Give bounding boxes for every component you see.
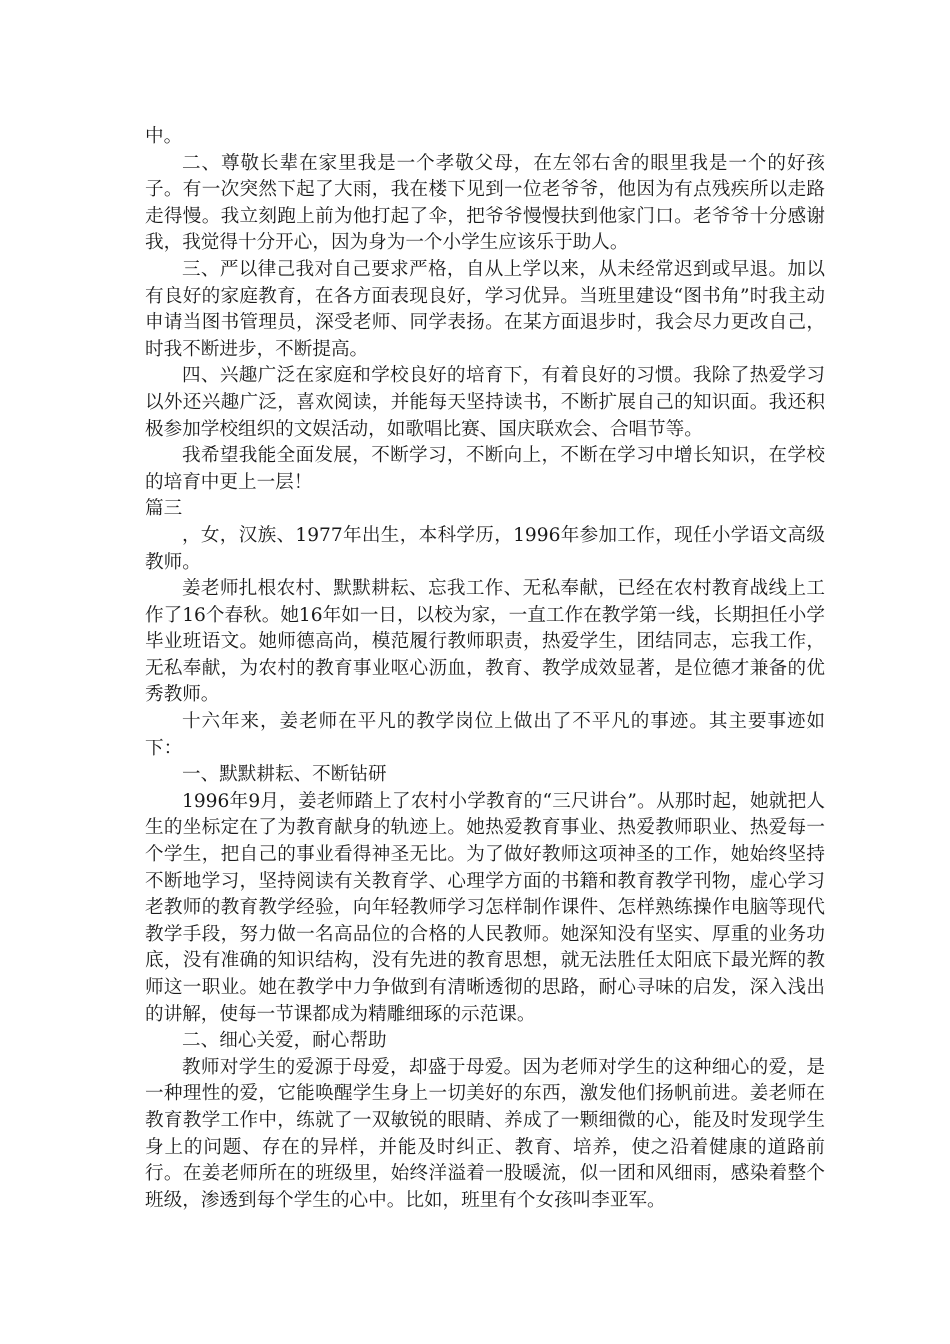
paragraph: 二、尊敬长辈在家里我是一个孝敬父母，在左邻右舍的眼里我是一个的好孩子。有一次突然下起了大雨，我在楼下见到一位老爷爷，他因为有点残疾所以走路走得慢。我立刻跑上前为他打起了伞，把爷爷慢慢扶到他家门口。老爷爷十分感谢我，我觉得十分开心，因为身为一个小学生应该乐于助人。 — [145, 152, 825, 254]
paragraph: 我希望我能全面发展，不断学习，不断向上，不断在学习中增长知识，在学校的培育中更上一层！ — [145, 445, 825, 493]
subheading: 一、默默耕耘、不断钻研 — [182, 764, 387, 786]
paragraph: ，女，汉族、1977年出生，本科学历，1996年参加工作，现任小学语文高级教师。 — [145, 524, 825, 573]
paragraph: 教师对学生的爱源于母爱，却盛于母爱。因为老师对学生的这种细心的爱，是一种理性的爱，它能唤醒学生身上一切美好的东西，激发他们扬帆前进。姜老师在教育教学工作中，练就了一双敏锐的眼睛、养成了一颗细微的心，能及时发现学生身上的问题、存在的异样，并能及时纠正、教育、培养，使之沿着健康的道路前行。在姜老师所在的班级里，始终洋溢着一股暖流，似一团和风细雨，感染着整个班级，渗透到每个学生的心中。比如，班里有个女孩叫李亚军。 — [145, 1056, 825, 1211]
subheading: 二、细心关爱，耐心帮助 — [182, 1030, 387, 1052]
paragraph: 四、兴趣广泛在家庭和学校良好的培育下，有着良好的习惯。我除了热爱学习以外还兴趣广泛，喜欢阅读，并能每天坚持读书，不断扩展自己的知识面。我还积极参加学校组织的文娱活动，如歌唱比赛、国庆联欢会、合唱节等。 — [145, 365, 825, 440]
paragraph: 姜老师扎根农村、默默耕耘、忘我工作、无私奉献，已经在农村教育战线上工作了16个春秋。她16年如一日，以校为家，一直工作在教学第一线，长期担任小学毕业班语文。她师德高尚，模范履行教师职责，热爱学生，团结同志，忘我工作，无私奉献，为农村的教育事业呕心沥血，教育、教学成效显著，是位德才兼备的优秀教师。 — [145, 578, 825, 706]
paragraph: 三、严以律己我对自己要求严格，自从上学以来，从未经常迟到或早退。加以有良好的家庭教育，在各方面表现良好，学习优异。当班里建设“图书角”时我主动申请当图书管理员，深受老师、同学表扬。在某方面退步时，我会尽力更改自己，时我不断进步，不断提高。 — [145, 258, 825, 360]
document-body — [145, 124, 825, 1214]
paragraph: 中。 — [145, 126, 183, 147]
paragraph: 十六年来，姜老师在平凡的教学岗位上做出了不平凡的事迹。其主要事迹如下： — [145, 711, 825, 759]
section-heading: 篇三 — [145, 498, 183, 520]
paragraph: 1996年9月，姜老师踏上了农村小学教育的“三尺讲台”。从那时起，她就把人生的坐标定在了为教育献身的轨迹上。她热爱教育事业、热爱教师职业、热爱每一个学生，把自己的事业看得神圣无比。为了做好教师这项神圣的工作，她始终坚持不断地学习，坚持阅读有关教育学、心理学方面的书籍和教育教学刊物，虚心学习老教师的教育教学经验，向年轻教师学习怎样制作课件、怎样熟练操作电脑等现代教学手段，努力做一名高品位的合格的人民教师。她深知没有坚实、厚重的业务功底，没有准确的知识结构，没有先进的教育思想，就无法胜任太阳底下最光辉的教师这一职业。她在教学中力争做到有清晰透彻的思路，耐心寻味的启发，深入浅出的讲解，使每一节课都成为精雕细琢的示范课。 — [145, 790, 825, 1025]
